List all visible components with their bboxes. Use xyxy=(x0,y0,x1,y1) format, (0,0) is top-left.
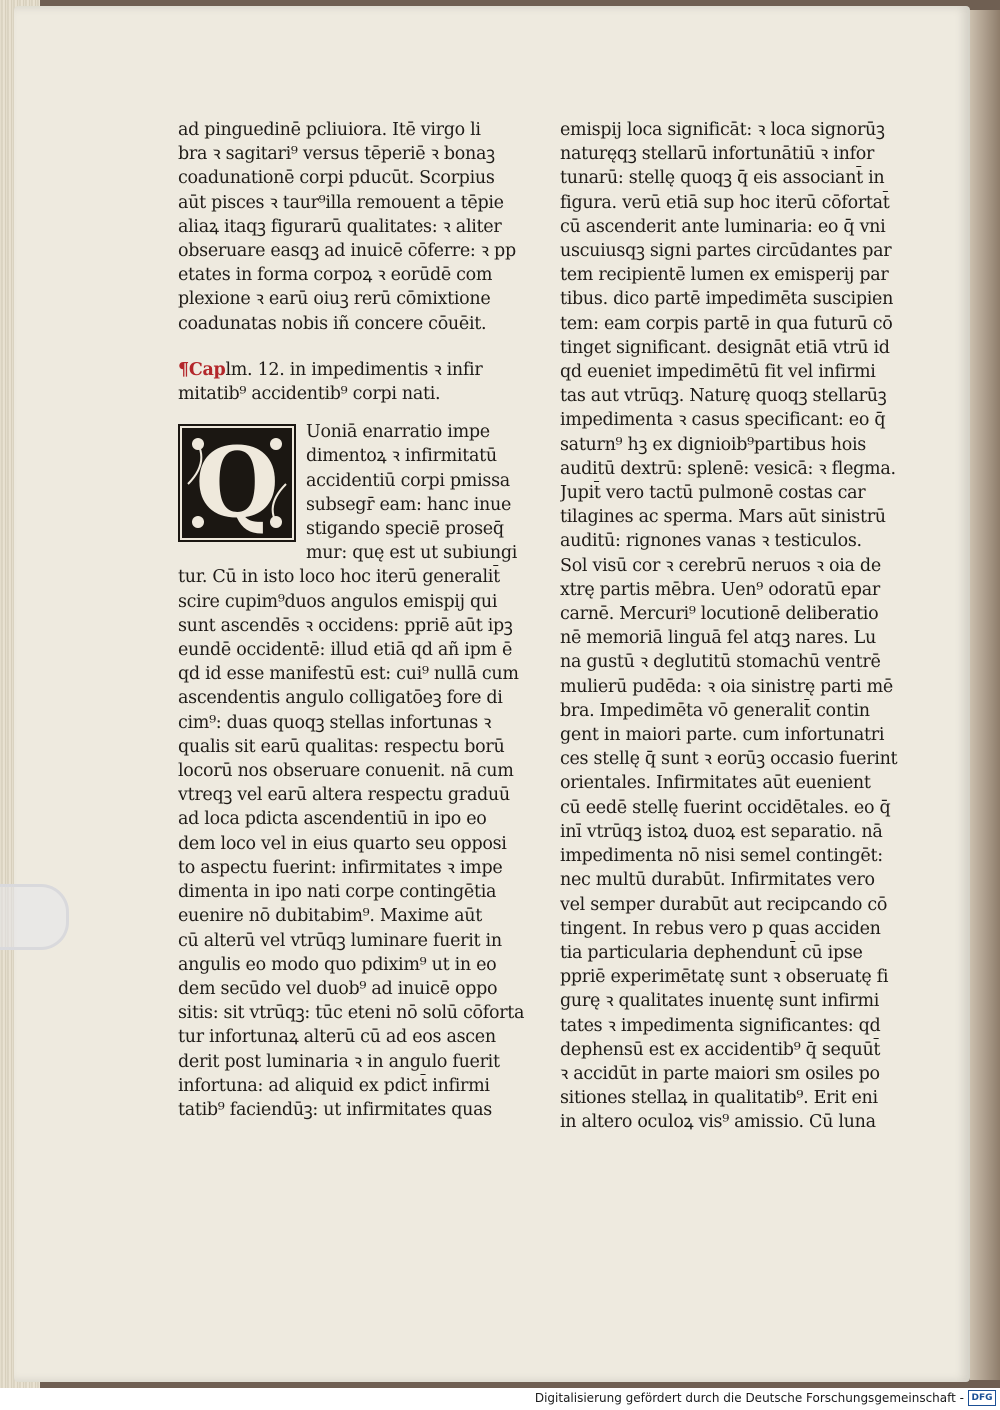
text-line: tur. Cū in isto loco hoc iterū generalit̄ xyxy=(178,567,500,588)
text-line: tinget significant. designāt etiā vtrū id xyxy=(560,337,890,358)
text-line: cū alterū vel vtrūqꝫ luminare fuerit in xyxy=(178,930,502,951)
text-line: nec multū durabūt. Infirmitates vero xyxy=(560,870,875,891)
text-line: Uoniā enarratio impe xyxy=(306,422,490,443)
text-line: coadunatas nobis iñ concere cōuēit. xyxy=(178,313,487,334)
text-line: cim⁹: duas quoqꝫ stellas infortunas ꝛ xyxy=(178,712,492,733)
text-line: qualis sit earū qualitas: respectu borū xyxy=(178,736,505,757)
pilcrow-mark: ¶ xyxy=(178,359,189,380)
text-line: tia particularia dephendunt̄ cū ipse xyxy=(560,942,863,963)
text-line: aliaꝝ itaqꝫ figurarū qualitates: ꝛ aliter xyxy=(178,216,502,237)
text-line: tem recipientē lumen ex emisperij par xyxy=(560,265,889,286)
initial-letter: Q xyxy=(195,426,279,540)
heading-text: lm. 12. in impedimentis ꝛ infir xyxy=(225,359,483,380)
text-line: ppriē experimētatę sunt ꝛ obseruatę fi xyxy=(560,967,889,988)
text-line: ascendentis angulo colligatōeꝫ fore di xyxy=(178,688,503,709)
text-line: vel semper durabūt aut recipcando cō xyxy=(560,894,888,915)
dfg-logo: DFG xyxy=(968,1390,996,1406)
text-line: bra ꝛ sagitari⁹ versus tēperiē ꝛ bonaꝫ xyxy=(178,144,495,165)
text-line: mur: quę est ut subiungi xyxy=(306,543,518,564)
text-line: tunarū: stellę quoqꝫ q̄ eis associant̄ in xyxy=(560,168,885,189)
text-line: dem loco vel in eius quarto seu opposi xyxy=(178,833,507,854)
text-line: tem: eam corpis partē in qua futurū cō xyxy=(560,313,893,334)
text-line: gent in maiori parte. cum infortunatri xyxy=(560,725,885,746)
text-line: dimenta in ipo nati corpe contingētia xyxy=(178,882,497,903)
text-line: na gustū ꝛ deglutitū stomachū ventrē xyxy=(560,652,881,673)
text-line: ces stellę q̄ sunt ꝛ eorūꝫ occasio fuerint xyxy=(560,749,898,770)
text-line: vtreqꝫ vel earū altera respectu graduū xyxy=(178,785,510,806)
heading-cap-red: Cap xyxy=(188,359,226,380)
text-line: qd id esse manifestū est: cui⁹ nullā cum xyxy=(178,664,519,685)
paper-clip xyxy=(0,884,69,950)
text-line: infortuna: ad aliquid ex pdict̄ infirmi xyxy=(178,1075,490,1096)
text-line: mulierū pudēda: ꝛ oia sinistrę parti mē xyxy=(560,676,893,697)
text-line: cū ascenderit ante luminaria: eo q̄ vni xyxy=(560,216,886,237)
binding-right-edge xyxy=(970,10,1000,1380)
right-column xyxy=(560,118,912,1135)
text-line: tilagines ac sperma. Mars aūt sinistrū xyxy=(560,507,886,528)
text-line: stigando speciē proseq̄ xyxy=(306,519,504,540)
text-line: auditū: rignones vanas ꝛ testiculos. xyxy=(560,531,862,552)
text-line: saturn⁹ hꝫ ex dignioib⁹partibus hois xyxy=(560,434,866,455)
heading-line-2: mitatib⁹ accidentib⁹ corpi nati. xyxy=(178,384,441,405)
chapter-heading xyxy=(178,358,530,406)
text-line: impedimenta ꝛ casus specificant: eo q̄ xyxy=(560,410,886,431)
text-line: impedimenta nō nisi semel contingēt: xyxy=(560,846,883,867)
text-line: tas aut vtrūqꝫ. Naturę quoqꝫ stellarūꝫ xyxy=(560,386,887,407)
text-line: cū eedē stellę fuerint occidētales. eo q̄ xyxy=(560,797,891,818)
text-line: in altero oculoꝝ vis⁹ amissio. Cū luna xyxy=(560,1112,876,1133)
text-line: inī vtrūqꝫ istoꝝ duoꝝ est separatio. nā xyxy=(560,821,883,842)
text-line: sitiones stellaꝝ in qualitatib⁹. Erit eni xyxy=(560,1088,878,1109)
text-line: to aspectu fuerint: infirmitates ꝛ impe xyxy=(178,857,503,878)
paragraph-2 xyxy=(178,420,530,1122)
text-line: angulis eo modo quo pdixim⁹ ut in eo xyxy=(178,954,497,975)
text-line: scire cupim⁹duos angulos emispij qui xyxy=(178,591,498,612)
decorated-initial xyxy=(178,424,296,542)
paragraph-1 xyxy=(178,118,530,336)
text-line: sunt ascendēs ꝛ occidens: ppriē aūt ipꝫ xyxy=(178,615,513,636)
text-line: plexione ꝛ earū oiuꝫ rerū cōmixtione xyxy=(178,289,491,310)
text-line: ꝛ accidūt in parte maiori sm osiles po xyxy=(560,1063,880,1084)
credit-text: Digitalisierung gefördert durch die Deutsche Forschungsgemeinschaft - xyxy=(534,1391,964,1405)
text-line: tatib⁹ faciendūꝫ: ut infirmitates quas xyxy=(178,1099,492,1120)
text-line: tates ꝛ impedimenta significantes: qd xyxy=(560,1015,881,1036)
text-line: dem secūdo vel duob⁹ ad inuicē oppo xyxy=(178,978,498,999)
text-line: coadunationē corpi pducūt. Scorpius xyxy=(178,168,495,189)
text-line: subsegr̄ eam: hanc inue xyxy=(306,494,511,515)
text-line: obseruare easqꝫ ad inuicē cōferre: ꝛ pp xyxy=(178,241,516,262)
text-line: bra. Impedimēta vō generalit̄ contin xyxy=(560,700,870,721)
text-line: aūt pisces ꝛ taur⁹illa remouent a tēpie xyxy=(178,192,504,213)
text-line: naturęqꝫ stellarū infortunātiū ꝛ infor xyxy=(560,144,875,165)
text-line: accidentiū corpi pmissa xyxy=(306,470,510,491)
text-line: uscuiusqꝫ signi partes circūdantes par xyxy=(560,241,892,262)
text-line: Sol visū cor ꝛ cerebrū neruos ꝛ oia de xyxy=(560,555,881,576)
text-line: figura. verū etiā sup hoc iterū cōfortat̄ xyxy=(560,192,890,213)
text-line: dephensū est ex accidentib⁹ q̄ sequūt̄ xyxy=(560,1039,881,1060)
text-line: dimentoꝝ ꝛ infirmitatū xyxy=(306,446,497,467)
text-line: xtrę partis mēbra. Uen⁹ odoratū epar xyxy=(560,579,880,600)
text-line: tibus. dico partē impedimēta suscipien xyxy=(560,289,894,310)
text-line: gurę ꝛ qualitates inuentę sunt infirmi xyxy=(560,991,880,1012)
text-line: sitis: sit vtrūqꝫ: tūc eteni nō solū cōforta xyxy=(178,1003,525,1024)
text-line: ad pinguedinē pcliuiora. Itē virgo li xyxy=(178,120,481,140)
text-line: euenire nō dubitabim⁹. Maxime aūt xyxy=(178,906,482,927)
digitization-credit xyxy=(535,1388,996,1408)
text-line: eundē occidentē: illud etiā qd añ ipm ē xyxy=(178,640,513,661)
text-line: qd eueniet impedimētū fit vel infirmi xyxy=(560,362,876,383)
text-line: emispij loca significāt: ꝛ loca signorūꝫ xyxy=(560,120,885,140)
left-column xyxy=(178,118,530,1122)
text-line: orientales. Infirmitates aūt euenient xyxy=(560,773,871,794)
text-line: etates in forma corpoꝝ ꝛ eorūdē com xyxy=(178,265,493,286)
text-line: Jupit̄ vero tactū pulmonē costas car xyxy=(560,483,866,504)
text-line: auditū dextrū: splenē: vesicā: ꝛ flegma. xyxy=(560,458,896,479)
text-line: tingent. In rebus vero p quas acciden xyxy=(560,918,881,939)
text-line: carnē. Mercuri⁹ locutionē deliberatio xyxy=(560,604,879,625)
text-line: tur infortunaꝝ alterū cū ad eos ascen xyxy=(178,1027,496,1048)
text-line: ad loca pdicta ascendentiū in ipo eo xyxy=(178,809,487,830)
text-line: nē memoriā linguā fel atqꝫ nares. Lu xyxy=(560,628,876,649)
text-line: locorū nos obseruare conuenit. nā cum xyxy=(178,761,514,782)
text-line: derit post luminaria ꝛ in angulo fuerit xyxy=(178,1051,500,1072)
